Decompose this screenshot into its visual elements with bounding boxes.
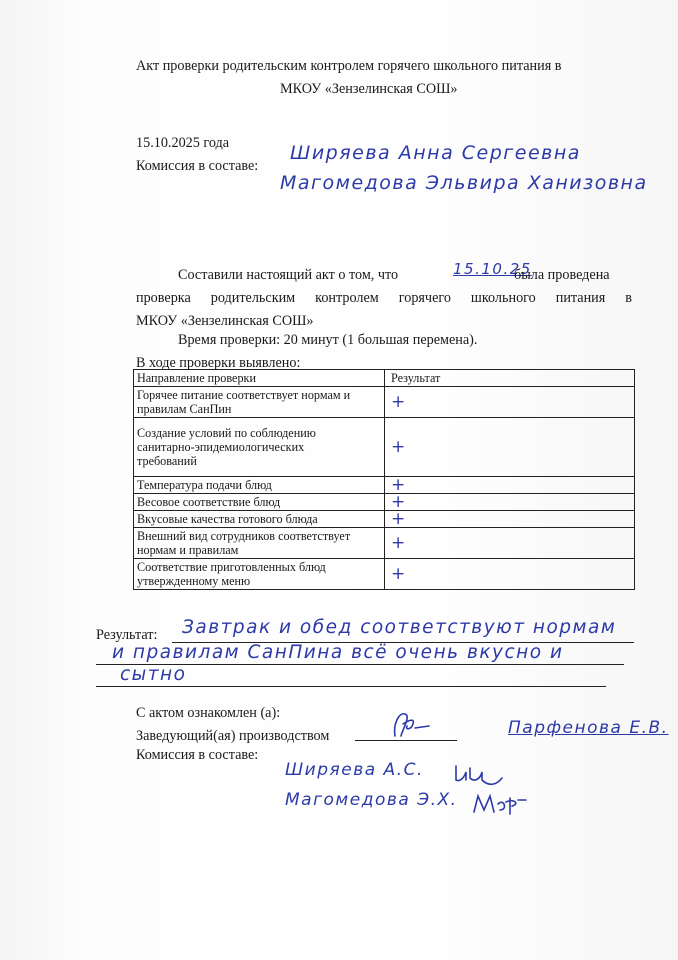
header-result: Результат [385,370,635,387]
commission-member-1-handwritten: Ширяева Анна Сергеевна [290,142,581,164]
result-label: Результат: [96,627,158,643]
row-direction: утвержденному меню [137,574,251,588]
row-direction: нормам и правилам [137,543,239,557]
paragraph-line-3: МКОУ «Зензелинская СОШ» [136,313,314,329]
act-date: 15.10.2025 года [136,135,230,151]
table-row [134,494,635,511]
result-handwritten-line-3: сытно [120,664,187,685]
table-row [134,528,635,559]
table-row [134,511,635,528]
findings-label: В ходе проверки выявлено: [136,355,301,371]
row-result: + [385,559,635,590]
manager-name-handwritten: Парфенова Е.В. [508,718,669,738]
paragraph-start: Составили настоящий акт о том, что [178,267,399,283]
header-direction: Направление проверки [134,370,385,387]
manager-label: Заведующий(ая) производством [136,728,330,744]
row-result: + [385,494,635,511]
signoff-member-1-handwritten: Ширяева А.С. [285,760,424,780]
row-direction: Соответствие приготовленных блюд [137,560,326,574]
row-direction: Горячее питание соответствует нормам и [137,388,351,402]
commission-label-2: Комиссия в составе: [136,747,259,763]
row-result: + [385,528,635,559]
result-handwritten-line-1: Завтрак и обед соответствуют нормам [182,617,617,638]
paragraph-line-2: проверка родительским контролем горячего школьного питания в [136,290,632,306]
paragraph-end: была проведена [514,267,610,283]
row-result: + [385,418,635,477]
commission-member-2-handwritten: Магомедова Эльвира Ханизовна [280,172,648,194]
row-direction: правилам СанПин [137,402,232,416]
row-result: + [385,511,635,528]
inspection-table [133,369,635,590]
title-line-2: МКОУ «Зензелинская СОШ» [280,81,458,97]
result-handwritten-line-2: и правилам СанПина всё очень вкусно и [112,642,564,663]
row-result: + [385,477,635,494]
row-direction: Вкусовые качества готового блюда [134,511,385,528]
signoff-member-2-handwritten: Магомедова Э.Х. [285,790,458,810]
signoff-member-1-signature [452,758,512,788]
inspection-time: Время проверки: 20 минут (1 большая перемена). [178,332,478,348]
table-row [134,477,635,494]
acquainted-label: С актом ознакомлен (а): [136,705,281,721]
row-direction: Создание условий по соблюдению [137,426,316,440]
row-direction: санитарно-эпидемиологических [137,440,305,454]
manager-signature [385,706,435,742]
table-row [134,387,635,418]
row-direction: Внешний вид сотрудников соответствует [137,529,351,543]
title-line-1: Акт проверки родительским контролем горячего школьного питания в [136,58,562,74]
row-result: + [385,387,635,418]
signoff-member-2-signature [470,788,530,818]
row-direction: Весовое соответствие блюд [134,494,385,511]
table-row [134,418,635,477]
inspection-date-handwritten: 15.10.25 [453,260,532,278]
commission-label: Комиссия в составе: [136,158,259,174]
result-underline-3 [96,686,606,687]
row-direction: требований [137,454,197,468]
table-row [134,559,635,590]
row-direction: Температура подачи блюд [134,477,385,494]
table-header-row [134,370,635,387]
